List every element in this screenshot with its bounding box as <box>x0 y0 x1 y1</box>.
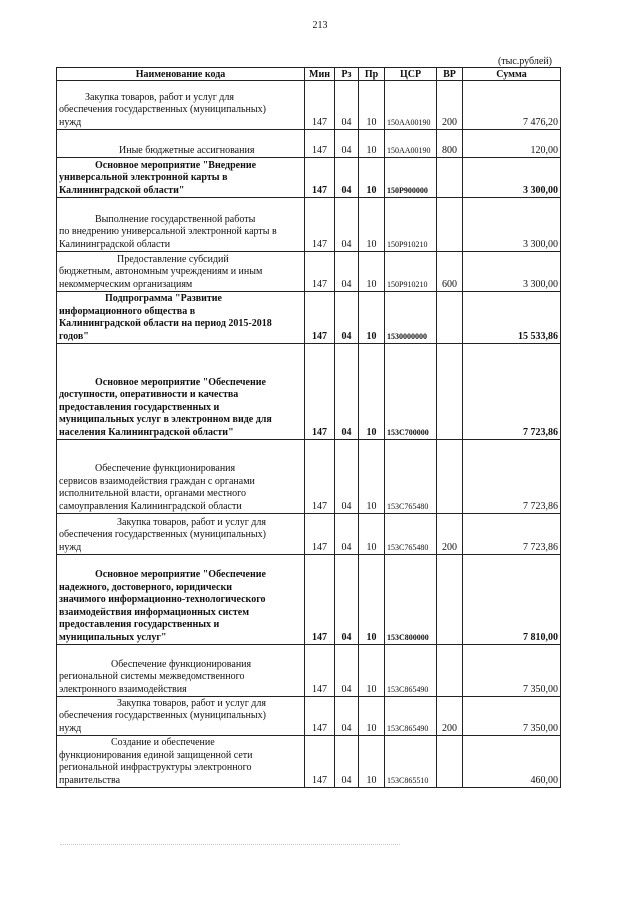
row-name-line: муниципальных услуг в электронном виде для <box>59 414 272 425</box>
cell-csr: 153C765480 <box>385 514 437 555</box>
header-rz: Рз <box>335 68 359 81</box>
cell-vr <box>437 158 463 198</box>
header-vr: ВР <box>437 68 463 81</box>
cell-csr: 150AA00190 <box>385 81 437 130</box>
cell-pr: 10 <box>359 198 385 252</box>
cell-sum: 3 300,00 <box>463 252 561 292</box>
cell-min: 147 <box>305 697 335 736</box>
row-name-line: взаимодействия информационных систем <box>59 606 250 618</box>
cell-rz: 04 <box>335 645 359 697</box>
cell-sum: 3 300,00 <box>463 198 561 252</box>
row-name-line: обеспечения государственных (муниципальных) <box>59 104 266 115</box>
cell-sum: 120,00 <box>463 130 561 158</box>
table-row <box>57 252 561 292</box>
row-name-line: Предоставление субсидий <box>117 253 229 265</box>
cell-vr <box>437 555 463 645</box>
row-name-line: Закупка товаров, работ и услуг для <box>117 516 266 528</box>
cell-rz: 04 <box>335 198 359 252</box>
row-name-line: функционирования единой защищенной сети <box>59 749 253 761</box>
cell-sum: 7 723,86 <box>463 440 561 514</box>
cell-pr: 10 <box>359 130 385 158</box>
header-pr: Пр <box>359 68 385 81</box>
row-name-line: Основное мероприятие "Внедрение <box>95 159 257 171</box>
cell-min: 147 <box>305 440 335 514</box>
table-row <box>57 130 561 158</box>
cell-vr: 200 <box>437 697 463 736</box>
row-name-line: Выполнение государственной работы <box>95 213 256 225</box>
cell-rz: 04 <box>335 292 359 344</box>
cell-pr: 10 <box>359 514 385 555</box>
row-name-line: нужд <box>59 116 82 128</box>
cell-min: 147 <box>305 130 335 158</box>
row-name-line: правительства <box>59 774 121 786</box>
row-name-line: региональной системы межведомственного <box>59 671 245 682</box>
cell-min: 147 <box>305 292 335 344</box>
row-name-line: населения Калининградской области" <box>59 426 234 438</box>
units-label: (тыс.рублей) <box>497 56 552 67</box>
cell-sum: 7 476,20 <box>463 81 561 130</box>
cell-pr: 10 <box>359 81 385 130</box>
cell-vr <box>437 440 463 514</box>
cell-rz: 04 <box>335 514 359 555</box>
row-name-line: Основное мероприятие "Обеспечение <box>95 569 266 580</box>
row-name <box>57 555 305 645</box>
row-name-line: бюджетным, автономным учреждениям и иным <box>59 266 263 277</box>
row-name <box>57 645 305 697</box>
row-name-line: по внедрению универсальной электронной карты в <box>59 226 277 237</box>
cell-pr: 10 <box>359 645 385 697</box>
row-name <box>57 198 305 252</box>
cell-csr: 153C765480 <box>385 440 437 514</box>
table-row <box>57 645 561 697</box>
row-name-line: Основное мероприятие "Обеспечение <box>95 376 266 388</box>
cell-rz: 04 <box>335 344 359 440</box>
cell-csr: 1530000000 <box>385 292 437 344</box>
cell-pr: 10 <box>359 555 385 645</box>
header-csr: ЦСР <box>385 68 437 81</box>
cell-sum: 7 350,00 <box>463 697 561 736</box>
row-name-line: предоставления государственных и <box>59 619 220 630</box>
cell-min: 147 <box>305 736 335 788</box>
table-row <box>57 158 561 198</box>
row-name-line: самоуправления Калининградской области <box>59 500 242 512</box>
cell-csr: 153C865510 <box>385 736 437 788</box>
cell-vr: 600 <box>437 252 463 292</box>
cell-vr <box>437 344 463 440</box>
cell-vr <box>437 736 463 788</box>
cell-csr: 153C700000 <box>385 344 437 440</box>
row-name-line: годов" <box>59 330 89 342</box>
row-name <box>57 697 305 736</box>
cell-min: 147 <box>305 645 335 697</box>
cell-pr: 10 <box>359 344 385 440</box>
row-name-line: муниципальных услуг" <box>59 631 167 643</box>
row-name <box>57 292 305 344</box>
table-row <box>57 344 561 440</box>
row-name <box>57 252 305 292</box>
cell-sum: 7 350,00 <box>463 645 561 697</box>
cell-vr <box>437 645 463 697</box>
row-name-line: универсальной электронной карты в <box>59 172 228 183</box>
cell-rz: 04 <box>335 81 359 130</box>
cell-csr: 153C865490 <box>385 645 437 697</box>
row-name-line: некоммерческим организациям <box>59 278 193 290</box>
row-name <box>57 440 305 514</box>
cell-vr <box>437 292 463 344</box>
row-name-line: обеспечения государственных (муниципальных) <box>59 710 266 721</box>
cell-vr: 800 <box>437 130 463 158</box>
cell-rz: 04 <box>335 440 359 514</box>
row-name <box>57 81 305 130</box>
cell-vr: 200 <box>437 514 463 555</box>
cell-csr: 153C800000 <box>385 555 437 645</box>
cell-csr: 150AA00190 <box>385 130 437 158</box>
cell-sum: 7 723,86 <box>463 514 561 555</box>
cell-min: 147 <box>305 81 335 130</box>
row-name <box>57 344 305 440</box>
row-name-line: Калининградской области на период 2015-2018 <box>59 318 272 329</box>
cell-pr: 10 <box>359 158 385 198</box>
cell-csr: 150P910210 <box>385 198 437 252</box>
row-name-line: Закупка товаров, работ и услуг для <box>117 697 266 709</box>
row-name-line: надежного, достоверного, юридически <box>59 581 232 593</box>
table-row <box>57 514 561 555</box>
row-name-line: Создание и обеспечение <box>111 737 215 748</box>
cell-pr: 10 <box>359 292 385 344</box>
cell-csr: 150P910210 <box>385 252 437 292</box>
row-name <box>57 736 305 788</box>
cell-rz: 04 <box>335 130 359 158</box>
table-row <box>57 198 561 252</box>
header-min: Мин <box>305 68 335 81</box>
table-row <box>57 292 561 344</box>
cell-sum: 460,00 <box>463 736 561 788</box>
table-row <box>57 736 561 788</box>
cell-sum: 3 300,00 <box>463 158 561 198</box>
row-name-line: Обеспечение функционирования <box>95 463 236 474</box>
row-name-line: значимого информационно-технологического <box>59 594 266 605</box>
table-row <box>57 81 561 130</box>
budget-table <box>56 67 561 788</box>
row-name-line: нужд <box>59 541 82 553</box>
cell-csr: 150P900000 <box>385 158 437 198</box>
cell-vr: 200 <box>437 81 463 130</box>
cell-min: 147 <box>305 555 335 645</box>
cell-rz: 04 <box>335 736 359 788</box>
cell-min: 147 <box>305 514 335 555</box>
row-name-line: информационного общества в <box>59 305 196 317</box>
row-name-line: региональной инфраструктуры электронного <box>59 762 252 773</box>
cell-sum: 7 723,86 <box>463 344 561 440</box>
cell-sum: 15 533,86 <box>463 292 561 344</box>
cell-pr: 10 <box>359 697 385 736</box>
cell-min: 147 <box>305 198 335 252</box>
row-name-line: Подпрограмма "Развитие <box>105 293 222 304</box>
row-name <box>57 158 305 198</box>
row-name-line: обеспечения государственных (муниципальных) <box>59 529 266 540</box>
table-row <box>57 697 561 736</box>
row-name-line: Калининградской области <box>59 238 171 250</box>
table-row <box>57 555 561 645</box>
cell-rz: 04 <box>335 555 359 645</box>
row-name <box>57 514 305 555</box>
row-name-line: Обеспечение функционирования <box>111 658 252 670</box>
cell-pr: 10 <box>359 440 385 514</box>
row-name-line: нужд <box>59 722 82 734</box>
row-name-line: исполнительной власти, органами местного <box>59 488 246 499</box>
cell-rz: 04 <box>335 252 359 292</box>
row-name-line: предоставления государственных и <box>59 401 220 413</box>
header-name: Наименование кода <box>57 68 305 81</box>
row-name-line: Закупка товаров, работ и услуг для <box>85 91 234 103</box>
cell-csr: 153C865490 <box>385 697 437 736</box>
footer-divider <box>60 844 400 846</box>
cell-vr <box>437 198 463 252</box>
row-name-line: доступности, оперативности и качества <box>59 389 239 400</box>
row-name-line: сервисов взаимодействия граждан с органами <box>59 475 255 487</box>
table-row <box>57 440 561 514</box>
cell-rz: 04 <box>335 158 359 198</box>
row-name-line: электронного взаимодействия <box>59 683 187 695</box>
cell-min: 147 <box>305 252 335 292</box>
cell-min: 147 <box>305 344 335 440</box>
cell-pr: 10 <box>359 252 385 292</box>
table-header-row <box>57 68 561 81</box>
cell-rz: 04 <box>335 697 359 736</box>
row-name-line: Иные бюджетные ассигнования <box>119 144 255 156</box>
page-number: 213 <box>312 20 328 31</box>
header-sum: Сумма <box>463 68 561 81</box>
row-name <box>57 130 305 158</box>
row-name-line: Калининградской области" <box>59 184 185 196</box>
cell-sum: 7 810,00 <box>463 555 561 645</box>
cell-pr: 10 <box>359 736 385 788</box>
cell-min: 147 <box>305 158 335 198</box>
